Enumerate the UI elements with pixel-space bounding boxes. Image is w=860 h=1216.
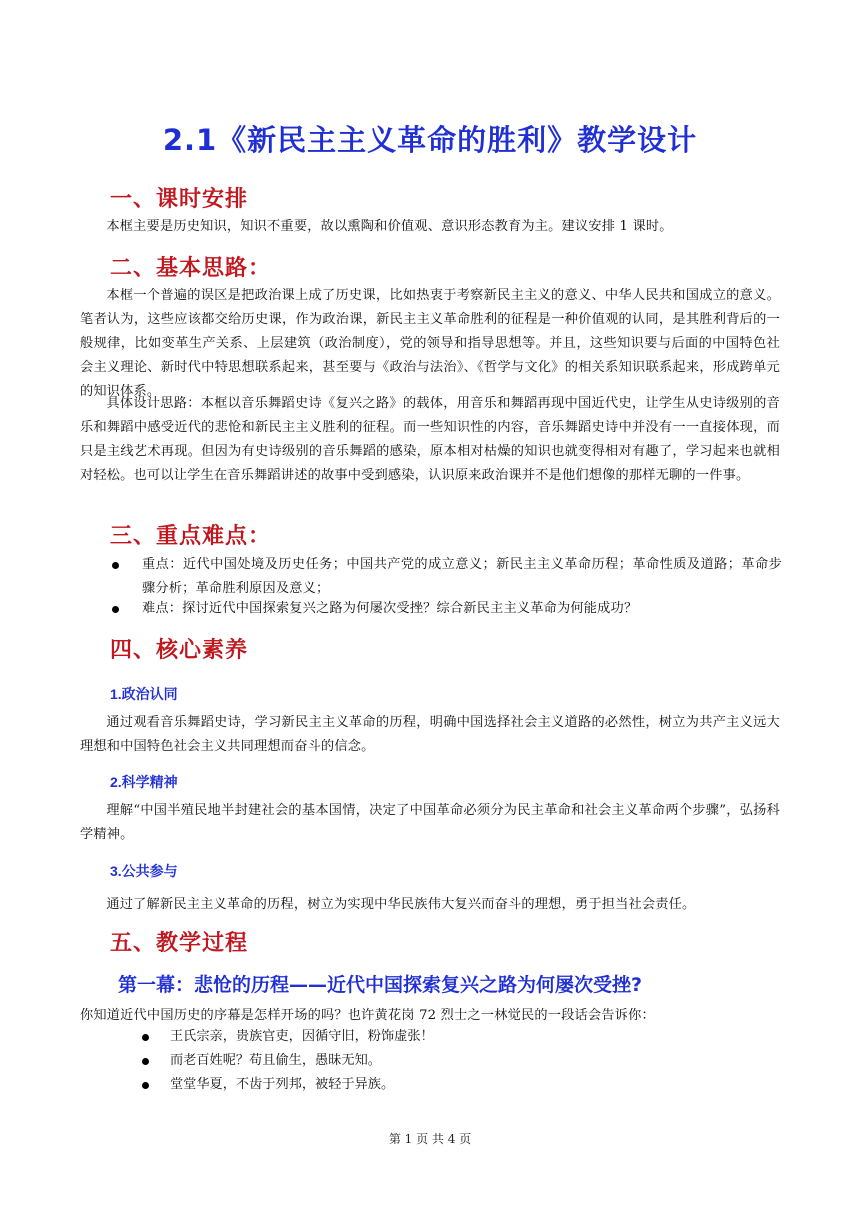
section-heading-core-literacy: 四、核心素养 [110,638,249,663]
paragraph-approach-1: 本框一个普遍的误区是把政治课上成了历史课，比如热衷于考察新民主主义的意义、中华人民共和国成立的意义。笔者认为，这些应该都交给历史课，作为政治课，新民主主义革命胜利的征程是一种价值观的认同，是其胜利背后的一般规律，比如变革生产关系、上层建筑（政治制度），党的领导和指导思想等。并且，这些知识要与后面的中国特色社会主义理论、新时代中特思想联系起来，甚至要与《政治与法治》、《哲学与文化》的相关系知识联系起来，形成跨单元的知识体系。 [80,288,780,399]
act-one-heading: 第一幕：悲怆的历程——近代中国探索复兴之路为何屡次受挫? [118,974,643,996]
paragraph-public-participation: 通过了解新民主主义革命的历程，树立为实现中华民族伟大复兴而奋斗的理想，勇于担当社会责任。 [106,897,696,912]
section-heading-teaching-process: 五、教学过程 [110,931,249,956]
bullet-icon [112,562,119,569]
list-item: 王氏宗亲，贵族官吏，因循守旧，粉饰虚张！ [170,1029,434,1044]
section-heading-schedule: 一、课时安排 [110,187,249,212]
subheading-public-participation: 3.公共参与 [110,863,178,879]
paragraph-approach-2: 具体设计思路：本框以音乐舞蹈史诗《复兴之路》的载体，用音乐和舞蹈再现中国近代史，让学生从史诗级别的音乐和舞蹈中感受近代的悲怆和新民主主义胜利的征程。而一些知识性的内容，音乐舞蹈史诗中并没有一一直接体现，而只是主线艺术再现。但因为有史诗级别的音乐舞蹈的感染，原本相对枯燥的知识也就变得相对有趣了，学习起来也就相对轻松。也可以让学生在音乐舞蹈讲述的故事中受到感染，认识原来政治课并不是他们想像的那样无聊的一件事。 [80,396,780,483]
subheading-scientific-spirit: 2.科学精神 [110,774,178,790]
list-item: 堂堂华夏，不齿于列邦，被轻于异族。 [170,1077,395,1092]
bullet-icon [142,1082,149,1089]
bullet-icon [112,606,119,613]
paragraph-schedule: 本框主要是历史知识，知识不重要，故以熏陶和价值观、意识形态教育为主。建议安排 1 课时。 [106,219,673,234]
bullet-icon [142,1058,149,1065]
bullet-difficult-points: 难点：探讨近代中国探索复兴之路为何屡次受挫？综合新民主主义革命为何能成功？ [142,601,638,616]
list-item: 而老百姓呢？苟且偷生，愚昧无知。 [170,1053,381,1068]
bullet-icon [142,1034,149,1041]
subheading-political-identity: 1.政治认同 [110,686,178,702]
page-footer: 第 1 页 共 4 页 [388,1132,472,1146]
paragraph-scientific-spirit: 理解“中国半殖民地半封建社会的基本国情，决定了中国革命必须分为民主革命和社会主义革命两个步骤”，弘扬科学精神。 [80,803,780,842]
document-title: 2.1《新民主主义革命的胜利》教学设计 [162,123,698,157]
section-heading-approach: 二、基本思路： [110,256,272,281]
section-heading-key-points: 三、重点难点： [110,524,272,549]
paragraph-intro: 你知道近代中国历史的序幕是怎样开场的吗？也许黄花岗 72 烈士之一林觉民的一段话会告诉你： [80,1008,655,1023]
bullet-key-points: 重点：近代中国处境及历史任务；中国共产党的成立意义；新民主主义革命历程；革命性质及道路；革命步骤分析；革命胜利原因及意义； [142,557,782,596]
paragraph-political-identity: 通过观看音乐舞蹈史诗，学习新民主主义革命的历程，明确中国选择社会主义道路的必然性，树立为共产主义远大理想和中国特色社会主义共同理想而奋斗的信念。 [80,715,780,754]
